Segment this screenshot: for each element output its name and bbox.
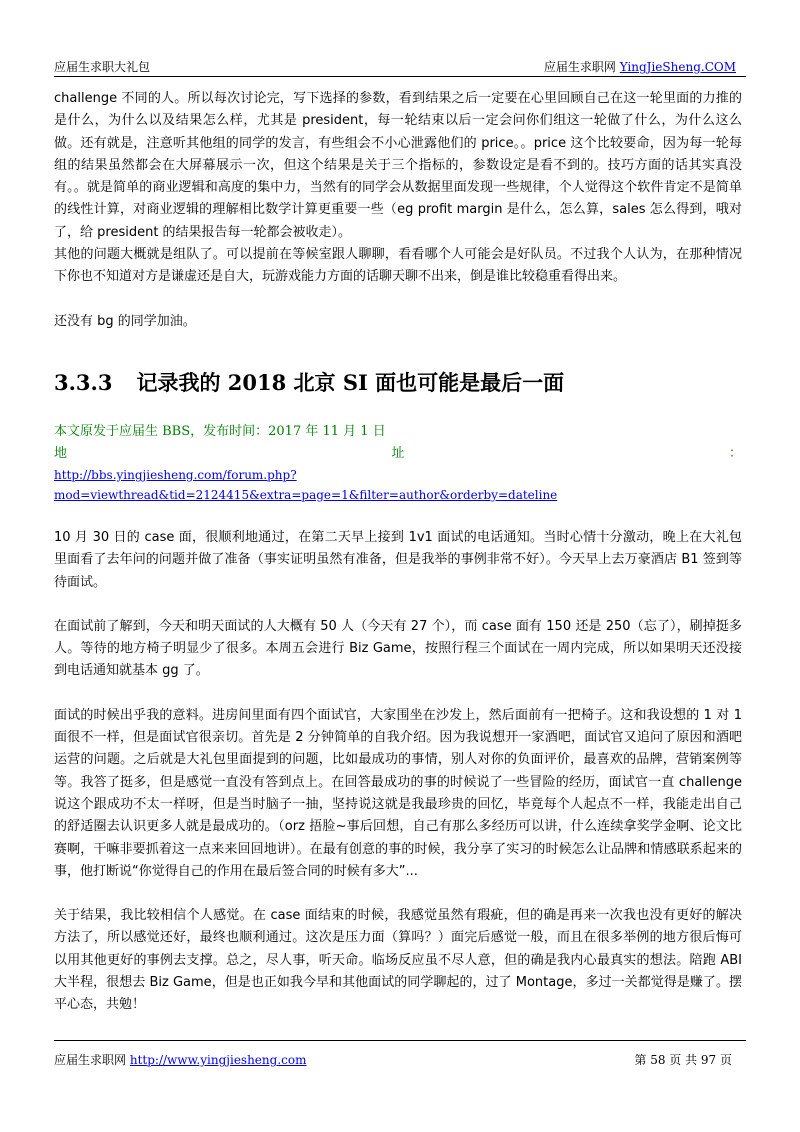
paragraph: 关于结果，我比较相信个人感觉。在 case 面结束的时候，我感觉虽然有瑕疵，但的确是再来一次我也没有更好的解决方法了，所以感觉还好，最终也顺利通过。这次是压力面（算吗？）面完后感觉一般，而且在很多举例的地方很后悔可以用其他更好的事例去支撑。总之，尽人事，听天命。临场反应虽不尽人意，但的确是我内心最真实的想法。陪跑 ABI 大半程，很想去 Biz Game，但是也正如我今早和其他面试的同学聊起的，过了 Montage，多过一关都觉得是赚了。摆平心态，共勉！	[54, 908, 742, 1013]
footer-site-name: 应届生求职网	[54, 1053, 127, 1067]
page-content	[54, 88, 742, 1017]
address-char: 地	[54, 445, 68, 461]
address-label	[54, 443, 742, 465]
section-title: 记录我的 2018 北京 SI 面也可能是最后一面	[136, 369, 565, 395]
address-char: 址	[391, 445, 405, 461]
source-url-link[interactable]: http://bbs.yingjiesheng.com/forum.php?mod=viewthread&tid=2124415&extra=page=1&filter=author&orderby=dateline	[54, 467, 558, 502]
header-site-name: 应届生求职网	[543, 60, 616, 74]
source-url-line	[54, 465, 742, 505]
address-char: ：	[728, 445, 742, 461]
header-site	[544, 58, 736, 75]
page-footer	[54, 1040, 746, 1071]
paragraph: 还没有 bg 的同学加油。	[54, 313, 196, 329]
paragraph: 其他的问题大概就是组队了。可以提前在等候室跟人聊聊，看看哪个人可能会是好队员。不过我个人认为，在那种情况下你也不知道对方是谦虚还是自大，玩游戏能力方面的话聊天聊不出来，倒是谁比较稳重看得出来。	[54, 247, 742, 285]
section-heading	[54, 369, 742, 397]
source-line: 本文原发于应届生 BBS，发布时间：2017 年 11 月 1 日	[54, 423, 386, 439]
page-number: 第 58 页 共 97 页	[634, 1053, 732, 1067]
header-site-link[interactable]: YingJieSheng.COM	[619, 60, 736, 74]
section-number: 3.3.3	[54, 369, 113, 395]
footer-site	[54, 1051, 306, 1068]
paragraph: challenge 不同的人。所以每次讨论完，写下选择的参数，看到结果之后一定要在心里回顾自己在这一轮里面的力推的是什么，为什么以及结果怎么样，尤其是 president，每一轮结束以后一定会问你们组这一轮做了什么，为什么这么做。还有就是，注意听其他组的同学的发言，有些组会不小心泄露他们的 price。。price 这个比较要命，因为每一轮每组的结果虽然都会在大屏幕展示一次，但这个结果是关于三个指标的，参数设定是看不到的。技巧方面的话其实真没有。。就是简单的商业逻辑和高度的集中力，当然有的同学会从数据里面发现一些规律，个人觉得这个软件肯定不是简单的线性计算，对商业逻辑的理解相比数学计算更重要一些（eg profit margin 是什么，怎么算，sales 怎么得到，哦对了，给 president 的结果报告每一轮都会被收走）。	[54, 91, 742, 240]
page-header	[54, 56, 746, 77]
paragraph: 10 月 30 日的 case 面，很顺利地通过，在第二天早上接到 1v1 面试的电话通知。当时心情十分激动，晚上在大礼包里面看了去年问的问题并做了准备（事实证明虽然有准备，但是我举的事例非常不好）。今天早上去万豪酒店 B1 签到等待面试。	[54, 529, 742, 590]
header-title: 应届生求职大礼包	[54, 60, 151, 74]
paragraph: 面试的时候出乎我的意料。进房间里面有四个面试官，大家围坐在沙发上，然后面前有一把椅子。这和我设想的 1 对 1 面很不一样，但是面试官很亲切。首先是 2 分钟简单的自我介绍。因为我说想开一家酒吧，面试官又追问了原因和酒吧运营的问题。之后就是大礼包里面提到的问题，比如最成功的事情，别人对你的负面评价，最喜欢的品牌，营销案例等等。我答了挺多，但是感觉一直没有答到点上。在回答最成功的事的时候说了一些冒险的经历，面试官一直 challenge 说这个跟成功不太一样呀，但是当时脑子一抽，坚持说这就是我最珍贵的回忆，毕竟每个人起点不一样，我能走出自己的舒适圈去认识更多人就是最成功的。（orz 捂脸~事后回想，自己有那么多经历可以讲，什么连续拿奖学金啊、论文比赛啊，干嘛非要抓着这一点来来回回地讲）。在最有创意的事的时候，我分享了实习的时候怎么让品牌和情感联系起来的事，他打断说“你觉得自己的作用在最后签合同的时候有多大”...	[54, 707, 742, 879]
paragraph: 在面试前了解到，今天和明天面试的人大概有 50 人（今天有 27 个），而 case 面有 150 还是 250（忘了），刷掉挺多人。等待的地方椅子明显少了很多。本周五会进行 Biz Game，按照行程三个面试在一周内完成，所以如果明天还没接到电话通知就基本 gg 了。	[54, 618, 742, 679]
footer-site-link[interactable]: http://www.yingjiesheng.com	[129, 1053, 307, 1067]
